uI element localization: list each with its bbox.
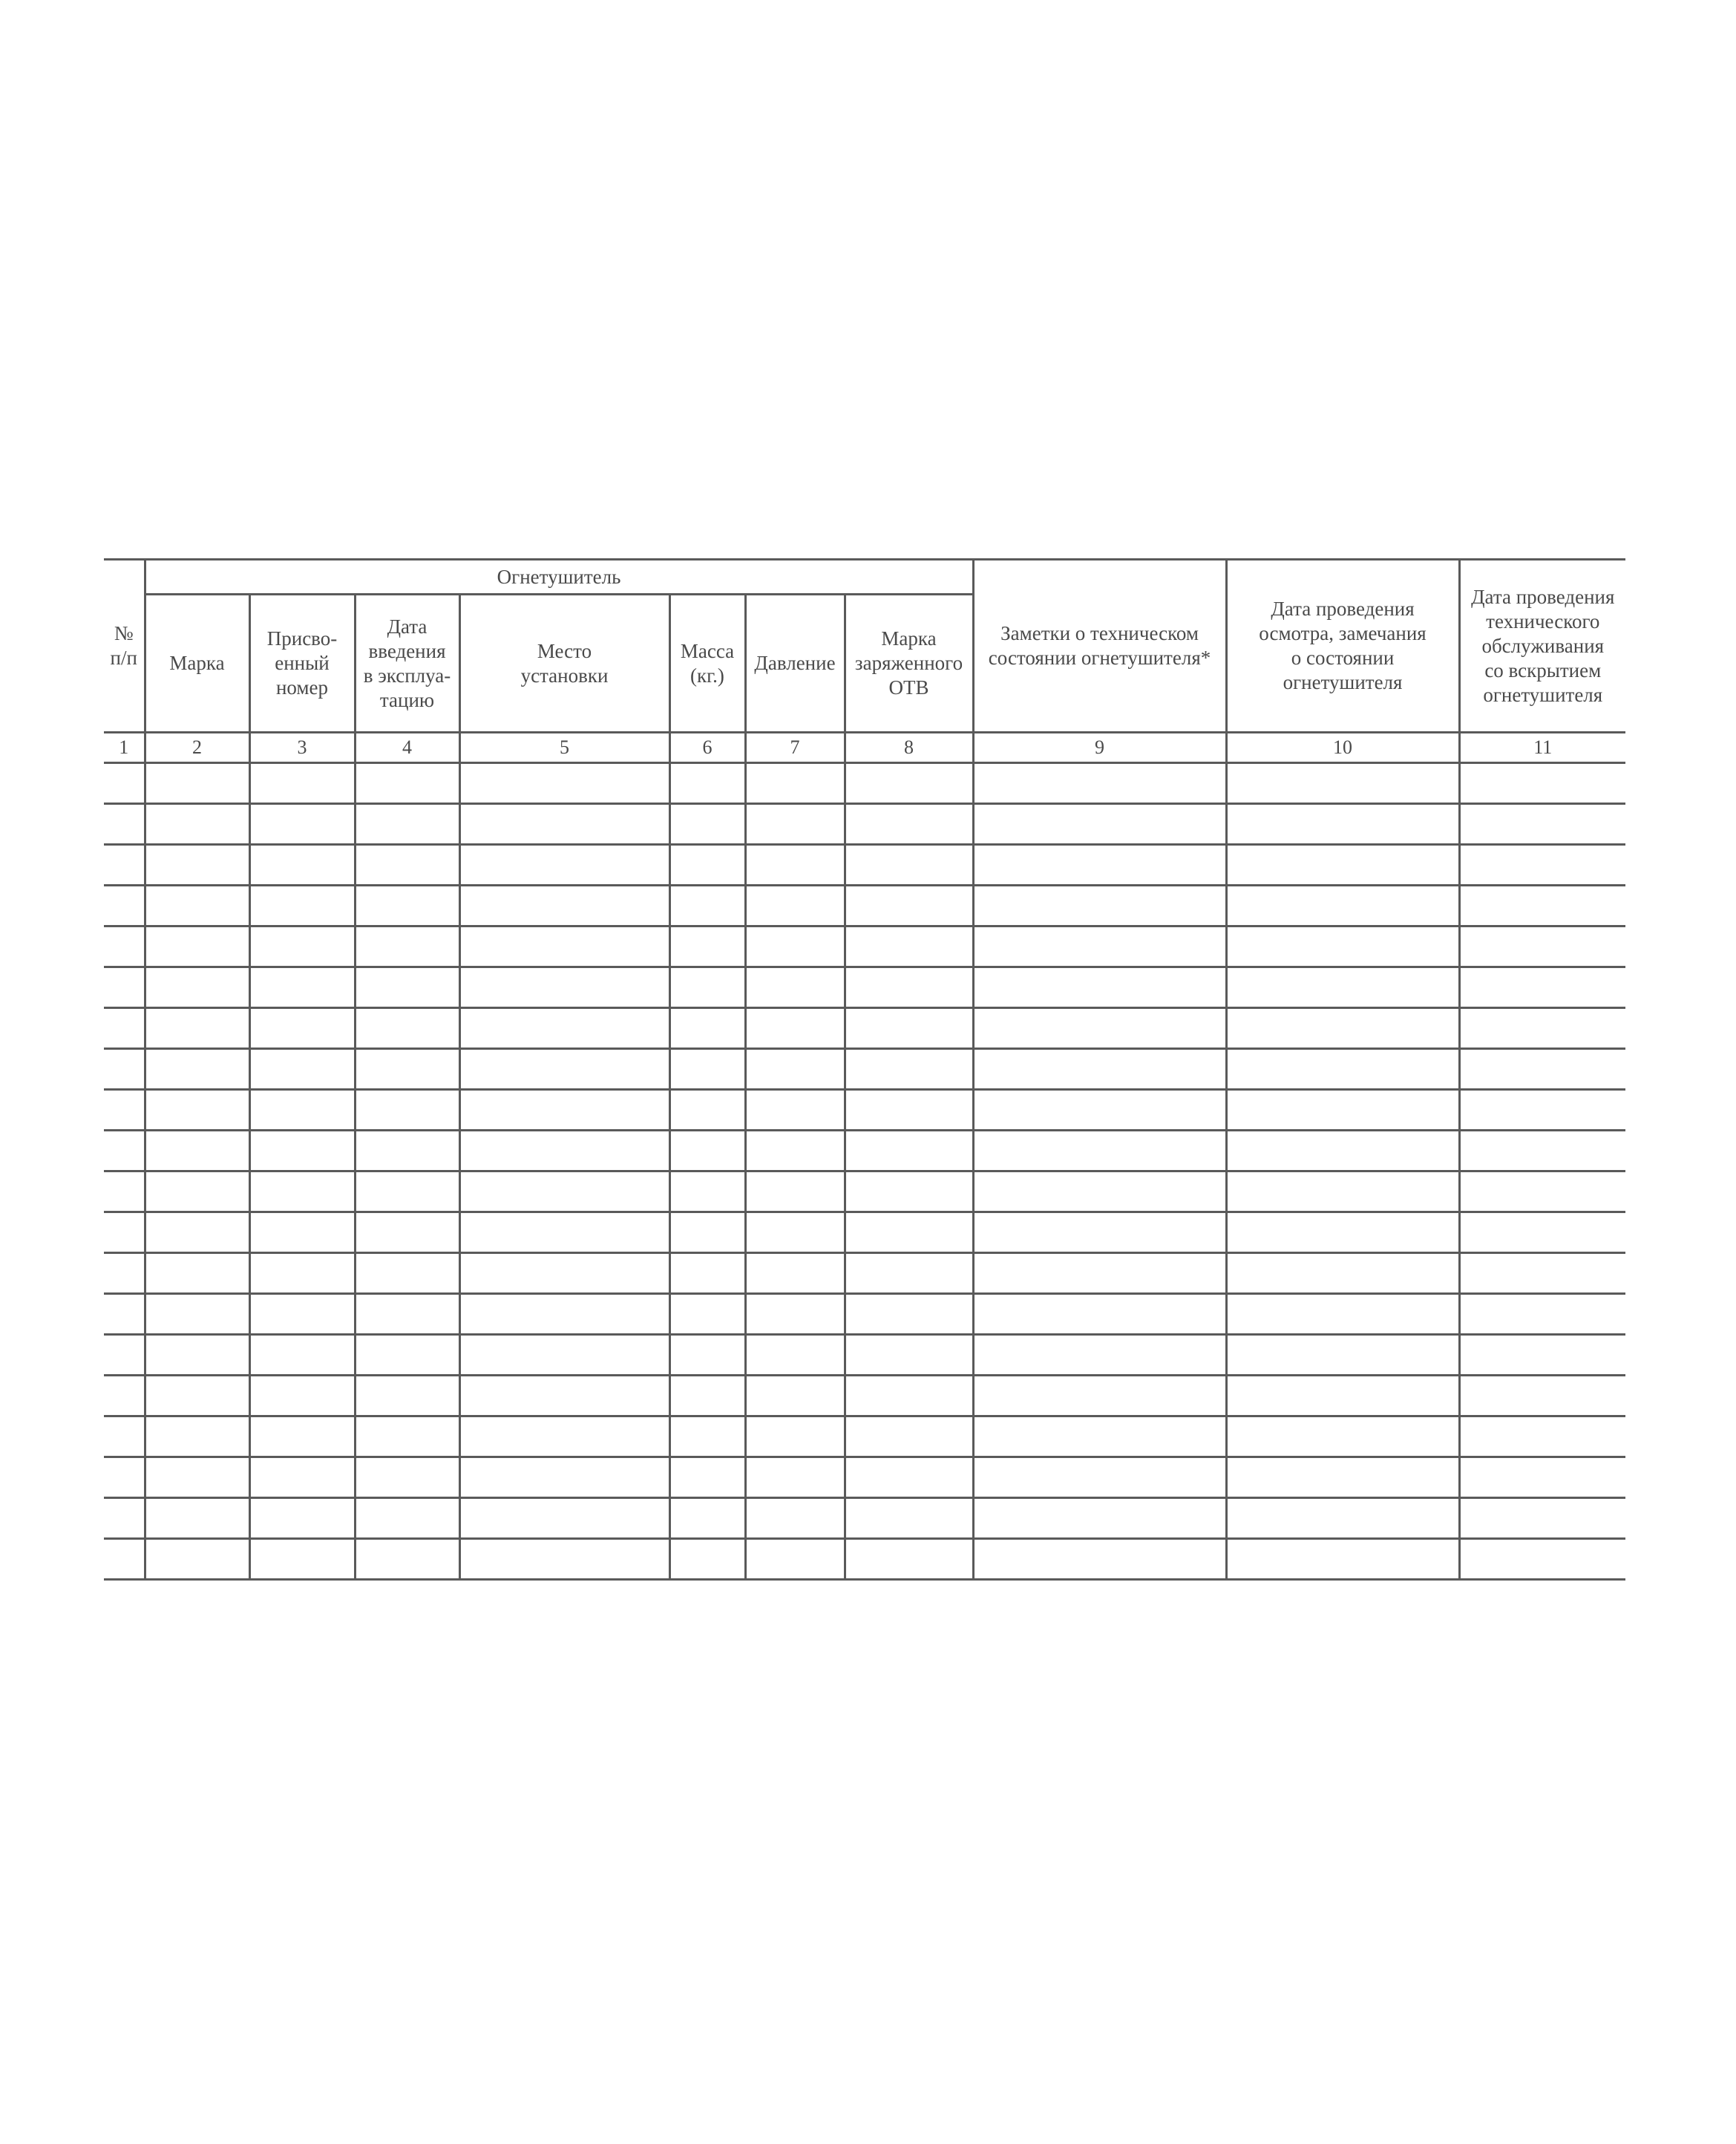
cell-mass[interactable] (669, 1457, 745, 1498)
cell-maintenance-date[interactable] (1459, 1294, 1625, 1335)
cell-location[interactable] (459, 967, 669, 1008)
table-row (104, 967, 1625, 1008)
cell-mass[interactable] (669, 1090, 745, 1131)
cell-inspection-date[interactable] (1226, 1171, 1459, 1212)
cell-location[interactable] (459, 1212, 669, 1253)
cell-pressure[interactable] (745, 845, 845, 886)
cell-maintenance-date[interactable] (1459, 763, 1625, 804)
cell-maintenance-date[interactable] (1459, 1253, 1625, 1294)
header-cell-agent-brand (845, 595, 973, 733)
cell-location[interactable] (459, 1131, 669, 1171)
header-line: установки (520, 664, 609, 687)
cell-pressure[interactable] (745, 763, 845, 804)
column-number: 9 (973, 733, 1226, 763)
cell-mass[interactable] (669, 1335, 745, 1376)
cell-n[interactable] (104, 1131, 145, 1171)
cell-maintenance-date[interactable] (1459, 1376, 1625, 1416)
cell-agent-brand[interactable] (845, 1253, 973, 1294)
column-number: 1 (104, 733, 145, 763)
cell-maintenance-date[interactable] (1459, 886, 1625, 926)
cell-maintenance-date[interactable] (1459, 1008, 1625, 1049)
cell-pressure[interactable] (745, 1416, 845, 1457)
cell-pressure[interactable] (745, 1253, 845, 1294)
header-line: Дата (387, 615, 428, 638)
cell-commissioning-date[interactable] (355, 1171, 459, 1212)
cell-commissioning-date[interactable] (355, 1539, 459, 1580)
cell-agent-brand[interactable] (845, 845, 973, 886)
cell-condition-notes[interactable] (973, 886, 1226, 926)
column-number: 7 (745, 733, 845, 763)
cell-mass[interactable] (669, 1376, 745, 1416)
cell-brand[interactable] (145, 1049, 249, 1090)
cell-commissioning-date[interactable] (355, 1294, 459, 1335)
cell-maintenance-date[interactable] (1459, 1212, 1625, 1253)
cell-mass[interactable] (669, 804, 745, 845)
cell-n[interactable] (104, 1212, 145, 1253)
cell-location[interactable] (459, 1171, 669, 1212)
cell-inspection-date[interactable] (1226, 1008, 1459, 1049)
header-line: п/п (110, 647, 137, 669)
cell-agent-brand[interactable] (845, 1416, 973, 1457)
cell-agent-brand[interactable] (845, 1212, 973, 1253)
cell-n[interactable] (104, 1376, 145, 1416)
cell-maintenance-date[interactable] (1459, 967, 1625, 1008)
cell-n[interactable] (104, 1008, 145, 1049)
cell-mass[interactable] (669, 763, 745, 804)
cell-location[interactable] (459, 1539, 669, 1580)
header-line: о состоянии (1291, 647, 1395, 669)
header-line: осмотра, замечания (1259, 622, 1427, 644)
cell-agent-brand[interactable] (845, 1498, 973, 1539)
header-cell-assigned-number (249, 595, 355, 733)
cell-commissioning-date[interactable] (355, 1090, 459, 1131)
header-line: енный (275, 652, 330, 674)
header-line: огнетушителя (1483, 683, 1603, 706)
header-line: огнетушителя (1283, 671, 1403, 693)
header-row-top (104, 560, 1625, 595)
cell-inspection-date[interactable] (1226, 763, 1459, 804)
cell-brand[interactable] (145, 845, 249, 886)
extinguisher-log-table (104, 558, 1625, 1581)
cell-assigned-number[interactable] (249, 1498, 355, 1539)
header-cell-brand (145, 595, 249, 733)
table-row (104, 1376, 1625, 1416)
cell-assigned-number[interactable] (249, 926, 355, 967)
cell-inspection-date[interactable] (1226, 1131, 1459, 1171)
cell-mass[interactable] (669, 1008, 745, 1049)
cell-n[interactable] (104, 1049, 145, 1090)
cell-inspection-date[interactable] (1226, 1457, 1459, 1498)
cell-brand[interactable] (145, 804, 249, 845)
table-row (104, 1335, 1625, 1376)
table-row (104, 1090, 1625, 1131)
cell-assigned-number[interactable] (249, 763, 355, 804)
cell-commissioning-date[interactable] (355, 1212, 459, 1253)
header-line: обслуживания (1481, 634, 1605, 657)
cell-assigned-number[interactable] (249, 1294, 355, 1335)
cell-location[interactable] (459, 1008, 669, 1049)
cell-mass[interactable] (669, 967, 745, 1008)
cell-condition-notes[interactable] (973, 1335, 1226, 1376)
cell-pressure[interactable] (745, 1539, 845, 1580)
cell-location[interactable] (459, 804, 669, 845)
cell-commissioning-date[interactable] (355, 1416, 459, 1457)
cell-agent-brand[interactable] (845, 1335, 973, 1376)
header-line: заряженного (854, 652, 963, 674)
cell-condition-notes[interactable] (973, 1212, 1226, 1253)
table-row (104, 1253, 1625, 1294)
cell-inspection-date[interactable] (1226, 1376, 1459, 1416)
cell-inspection-date[interactable] (1226, 926, 1459, 967)
cell-brand[interactable] (145, 1090, 249, 1131)
cell-maintenance-date[interactable] (1459, 1498, 1625, 1539)
table-row (104, 1416, 1625, 1457)
table-row (104, 1008, 1625, 1049)
cell-inspection-date[interactable] (1226, 1212, 1459, 1253)
header-line: ОТВ (888, 676, 929, 699)
cell-agent-brand[interactable] (845, 967, 973, 1008)
table-row (104, 1171, 1625, 1212)
header-cell-pressure (745, 595, 845, 733)
header-cell-location (459, 595, 669, 733)
cell-agent-brand[interactable] (845, 1294, 973, 1335)
header-line: со вскрытием (1484, 658, 1602, 682)
cell-pressure[interactable] (745, 1212, 845, 1253)
cell-condition-notes[interactable] (973, 845, 1226, 886)
cell-mass[interactable] (669, 1294, 745, 1335)
cell-condition-notes[interactable] (973, 763, 1226, 804)
cell-condition-notes[interactable] (973, 804, 1226, 845)
cell-n[interactable] (104, 1498, 145, 1539)
cell-mass[interactable] (669, 1171, 745, 1212)
cell-maintenance-date[interactable] (1459, 1131, 1625, 1171)
cell-n[interactable] (104, 1335, 145, 1376)
cell-n[interactable] (104, 1171, 145, 1212)
cell-condition-notes[interactable] (973, 1253, 1226, 1294)
cell-assigned-number[interactable] (249, 1539, 355, 1580)
cell-location[interactable] (459, 1090, 669, 1131)
cell-n[interactable] (104, 1457, 145, 1498)
cell-commissioning-date[interactable] (355, 763, 459, 804)
header-line: Марка (881, 627, 937, 650)
cell-pressure[interactable] (745, 1131, 845, 1171)
cell-brand[interactable] (145, 1457, 249, 1498)
cell-maintenance-date[interactable] (1459, 1090, 1625, 1131)
header-cell-n (104, 560, 145, 733)
cell-location[interactable] (459, 1294, 669, 1335)
cell-pressure[interactable] (745, 1457, 845, 1498)
header-line: состоянии огнетушителя* (988, 647, 1211, 669)
header-line: в эксплуа- (363, 664, 451, 687)
cell-condition-notes[interactable] (973, 1008, 1226, 1049)
cell-commissioning-date[interactable] (355, 1131, 459, 1171)
cell-inspection-date[interactable] (1226, 804, 1459, 845)
cell-inspection-date[interactable] (1226, 1539, 1459, 1580)
cell-inspection-date[interactable] (1226, 886, 1459, 926)
cell-commissioning-date[interactable] (355, 1498, 459, 1539)
cell-assigned-number[interactable] (249, 1212, 355, 1253)
cell-mass[interactable] (669, 926, 745, 967)
cell-n[interactable] (104, 1090, 145, 1131)
cell-pressure[interactable] (745, 1171, 845, 1212)
cell-agent-brand[interactable] (845, 886, 973, 926)
table-row (104, 1498, 1625, 1539)
header-group-extinguisher: Огнетушитель (145, 560, 973, 595)
cell-maintenance-date[interactable] (1459, 845, 1625, 886)
cell-maintenance-date[interactable] (1459, 1457, 1625, 1498)
table-row (104, 886, 1625, 926)
cell-n[interactable] (104, 967, 145, 1008)
cell-assigned-number[interactable] (249, 1253, 355, 1294)
cell-brand[interactable] (145, 1539, 249, 1580)
cell-condition-notes[interactable] (973, 1539, 1226, 1580)
cell-agent-brand[interactable] (845, 1457, 973, 1498)
column-number-row (104, 733, 1625, 763)
header-line: Дата проведения (1471, 585, 1615, 608)
cell-pressure[interactable] (745, 1008, 845, 1049)
cell-mass[interactable] (669, 1049, 745, 1090)
table-row (104, 926, 1625, 967)
cell-brand[interactable] (145, 1294, 249, 1335)
cell-n[interactable] (104, 1539, 145, 1580)
cell-mass[interactable] (669, 1253, 745, 1294)
cell-mass[interactable] (669, 1131, 745, 1171)
cell-agent-brand[interactable] (845, 763, 973, 804)
table-row (104, 1539, 1625, 1580)
cell-commissioning-date[interactable] (355, 804, 459, 845)
cell-brand[interactable] (145, 926, 249, 967)
cell-pressure[interactable] (745, 1335, 845, 1376)
cell-mass[interactable] (669, 886, 745, 926)
cell-condition-notes[interactable] (973, 1376, 1226, 1416)
cell-n[interactable] (104, 886, 145, 926)
cell-inspection-date[interactable] (1226, 1498, 1459, 1539)
cell-inspection-date[interactable] (1226, 967, 1459, 1008)
cell-pressure[interactable] (745, 886, 845, 926)
cell-agent-brand[interactable] (845, 1131, 973, 1171)
column-number: 3 (249, 733, 355, 763)
cell-n[interactable] (104, 1416, 145, 1457)
cell-brand[interactable] (145, 1416, 249, 1457)
header-line: номер (275, 676, 328, 699)
cell-inspection-date[interactable] (1226, 1416, 1459, 1457)
table-row (104, 804, 1625, 845)
cell-condition-notes[interactable] (973, 1498, 1226, 1539)
cell-condition-notes[interactable] (973, 926, 1226, 967)
table-row (104, 1131, 1625, 1171)
column-number: 11 (1459, 733, 1625, 763)
cell-mass[interactable] (669, 845, 745, 886)
cell-agent-brand[interactable] (845, 1171, 973, 1212)
cell-assigned-number[interactable] (249, 1171, 355, 1212)
cell-n[interactable] (104, 845, 145, 886)
cell-assigned-number[interactable] (249, 1008, 355, 1049)
cell-commissioning-date[interactable] (355, 886, 459, 926)
cell-pressure[interactable] (745, 1498, 845, 1539)
cell-commissioning-date[interactable] (355, 926, 459, 967)
cell-assigned-number[interactable] (249, 1376, 355, 1416)
header-cell-condition-notes (973, 560, 1226, 733)
cell-commissioning-date[interactable] (355, 1049, 459, 1090)
cell-agent-brand[interactable] (845, 1376, 973, 1416)
cell-maintenance-date[interactable] (1459, 1539, 1625, 1580)
cell-commissioning-date[interactable] (355, 1376, 459, 1416)
header-line: Марка (169, 652, 225, 674)
table-row (104, 763, 1625, 804)
header-line: технического (1486, 609, 1600, 633)
cell-maintenance-date[interactable] (1459, 1171, 1625, 1212)
cell-pressure[interactable] (745, 967, 845, 1008)
cell-maintenance-date[interactable] (1459, 1335, 1625, 1376)
cell-location[interactable] (459, 886, 669, 926)
cell-location[interactable] (459, 845, 669, 886)
cell-brand[interactable] (145, 763, 249, 804)
cell-location[interactable] (459, 1049, 669, 1090)
table-row (104, 1294, 1625, 1335)
cell-mass[interactable] (669, 1539, 745, 1580)
cell-brand[interactable] (145, 1376, 249, 1416)
header-line: Заметки о техническом (1000, 622, 1199, 644)
cell-brand[interactable] (145, 1253, 249, 1294)
header-line: Место (537, 639, 592, 662)
cell-brand[interactable] (145, 1131, 249, 1171)
cell-brand[interactable] (145, 1498, 249, 1539)
extinguisher-log-sheet (104, 558, 1625, 1581)
cell-mass[interactable] (669, 1416, 745, 1457)
header-line: тацию (379, 688, 435, 711)
cell-inspection-date[interactable] (1226, 845, 1459, 886)
header-line: Давление (754, 652, 836, 674)
header-cell-maintenance-date (1459, 560, 1625, 733)
cell-condition-notes[interactable] (973, 1416, 1226, 1457)
cell-n[interactable] (104, 926, 145, 967)
cell-agent-brand[interactable] (845, 1049, 973, 1090)
cell-maintenance-date[interactable] (1459, 926, 1625, 967)
cell-n[interactable] (104, 804, 145, 845)
cell-pressure[interactable] (745, 1294, 845, 1335)
cell-inspection-date[interactable] (1226, 1090, 1459, 1131)
cell-maintenance-date[interactable] (1459, 1416, 1625, 1457)
cell-assigned-number[interactable] (249, 1457, 355, 1498)
header-cell-inspection-date (1226, 560, 1459, 733)
header-cell-mass (669, 595, 745, 733)
cell-maintenance-date[interactable] (1459, 804, 1625, 845)
cell-assigned-number[interactable] (249, 886, 355, 926)
column-number: 8 (845, 733, 973, 763)
cell-assigned-number[interactable] (249, 967, 355, 1008)
cell-condition-notes[interactable] (973, 1090, 1226, 1131)
cell-condition-notes[interactable] (973, 1457, 1226, 1498)
cell-location[interactable] (459, 926, 669, 967)
cell-pressure[interactable] (745, 804, 845, 845)
cell-location[interactable] (459, 1335, 669, 1376)
cell-inspection-date[interactable] (1226, 1049, 1459, 1090)
cell-location[interactable] (459, 1376, 669, 1416)
cell-brand[interactable] (145, 886, 249, 926)
cell-mass[interactable] (669, 1212, 745, 1253)
cell-brand[interactable] (145, 1335, 249, 1376)
cell-inspection-date[interactable] (1226, 1294, 1459, 1335)
cell-condition-notes[interactable] (973, 1171, 1226, 1212)
cell-agent-brand[interactable] (845, 1090, 973, 1131)
cell-location[interactable] (459, 1253, 669, 1294)
column-number: 4 (355, 733, 459, 763)
cell-commissioning-date[interactable] (355, 1335, 459, 1376)
cell-location[interactable] (459, 1416, 669, 1457)
cell-condition-notes[interactable] (973, 1131, 1226, 1171)
cell-commissioning-date[interactable] (355, 1457, 459, 1498)
cell-assigned-number[interactable] (249, 1090, 355, 1131)
table-row (104, 845, 1625, 886)
cell-inspection-date[interactable] (1226, 1335, 1459, 1376)
cell-condition-notes[interactable] (973, 1294, 1226, 1335)
cell-assigned-number[interactable] (249, 845, 355, 886)
cell-n[interactable] (104, 1294, 145, 1335)
cell-brand[interactable] (145, 1008, 249, 1049)
cell-location[interactable] (459, 1457, 669, 1498)
cell-pressure[interactable] (745, 926, 845, 967)
cell-commissioning-date[interactable] (355, 1253, 459, 1294)
cell-location[interactable] (459, 1498, 669, 1539)
cell-n[interactable] (104, 1253, 145, 1294)
cell-commissioning-date[interactable] (355, 967, 459, 1008)
cell-pressure[interactable] (745, 1376, 845, 1416)
header-line: Присво- (266, 627, 338, 650)
header-cell-commissioning-date (355, 595, 459, 733)
cell-brand[interactable] (145, 967, 249, 1008)
cell-pressure[interactable] (745, 1090, 845, 1131)
table-row (104, 1049, 1625, 1090)
cell-location[interactable] (459, 763, 669, 804)
cell-agent-brand[interactable] (845, 1539, 973, 1580)
header-line: Дата проведения (1271, 598, 1415, 620)
cell-mass[interactable] (669, 1498, 745, 1539)
cell-assigned-number[interactable] (249, 1049, 355, 1090)
cell-agent-brand[interactable] (845, 1008, 973, 1049)
cell-assigned-number[interactable] (249, 1416, 355, 1457)
cell-pressure[interactable] (745, 1049, 845, 1090)
column-number: 6 (669, 733, 745, 763)
column-number: 5 (459, 733, 669, 763)
cell-brand[interactable] (145, 1212, 249, 1253)
cell-commissioning-date[interactable] (355, 845, 459, 886)
cell-maintenance-date[interactable] (1459, 1049, 1625, 1090)
cell-assigned-number[interactable] (249, 1131, 355, 1171)
cell-condition-notes[interactable] (973, 1049, 1226, 1090)
header-line: введения (368, 639, 446, 662)
header-line: № (114, 622, 134, 644)
cell-assigned-number[interactable] (249, 804, 355, 845)
cell-assigned-number[interactable] (249, 1335, 355, 1376)
header-line: Масса (680, 639, 735, 662)
header-line: (кг.) (690, 664, 724, 687)
table-row (104, 1212, 1625, 1253)
cell-brand[interactable] (145, 1171, 249, 1212)
cell-n[interactable] (104, 763, 145, 804)
cell-agent-brand[interactable] (845, 926, 973, 967)
cell-condition-notes[interactable] (973, 967, 1226, 1008)
table-row (104, 1457, 1625, 1498)
column-number: 10 (1226, 733, 1459, 763)
column-number: 2 (145, 733, 249, 763)
cell-commissioning-date[interactable] (355, 1008, 459, 1049)
cell-inspection-date[interactable] (1226, 1253, 1459, 1294)
cell-agent-brand[interactable] (845, 804, 973, 845)
